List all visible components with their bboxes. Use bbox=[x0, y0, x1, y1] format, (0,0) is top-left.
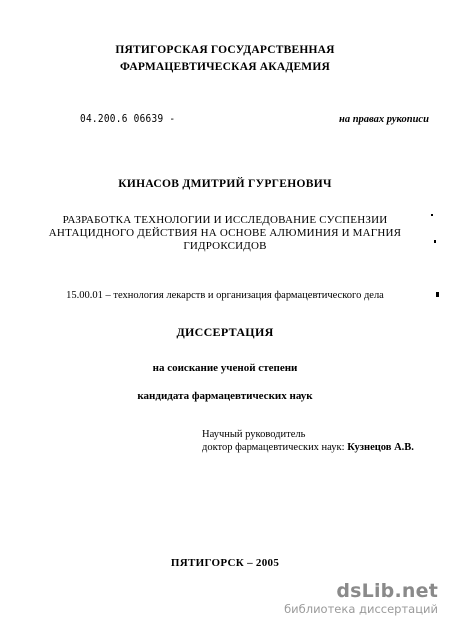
adviser-rank: доктор фармацевтических наук: bbox=[202, 442, 345, 453]
registration-number: 04.200.6 06639 - bbox=[80, 113, 176, 125]
scan-speck bbox=[434, 240, 436, 243]
title-line-3: ГИДРОКСИДОВ bbox=[183, 240, 267, 252]
scientific-adviser bbox=[202, 428, 414, 454]
institution-line-1: ПЯТИГОРСКАЯ ГОСУДАРСТВЕННАЯ bbox=[115, 44, 335, 56]
institution-name bbox=[0, 42, 450, 76]
dslib-watermark bbox=[284, 580, 438, 616]
manuscript-rights-note: на правах рукописи bbox=[339, 114, 429, 125]
title-line-1: РАЗРАБОТКА ТЕХНОЛОГИИ И ИССЛЕДОВАНИЕ СУСПЕНЗИИ bbox=[62, 214, 388, 226]
adviser-label: Научный руководитель bbox=[202, 429, 306, 440]
watermark-logo: dsLib.net bbox=[336, 580, 438, 602]
degree-line-1: на соискание ученой степени bbox=[152, 362, 298, 374]
scan-speck bbox=[431, 214, 433, 216]
adviser-details bbox=[202, 441, 414, 454]
institution-line-2: ФАРМАЦЕВТИЧЕСКАЯ АКАДЕМИЯ bbox=[119, 61, 331, 73]
title-line-2: АНТАЦИДНОГО ДЕЙСТВИЯ НА ОСНОВЕ АЛЮМИНИЯ И МАГНИЯ bbox=[48, 227, 402, 239]
document-type: ДИССЕРТАЦИЯ bbox=[176, 325, 274, 339]
watermark-subtitle: библиотека диссертаций bbox=[284, 602, 438, 616]
dissertation-title bbox=[0, 214, 450, 253]
author-name: КИНАСОВ ДМИТРИЙ ГУРГЕНОВИЧ bbox=[118, 178, 332, 190]
adviser-name: Кузнецов А.В. bbox=[347, 442, 414, 453]
specialty-code: 15.00.01 – технология лекарств и организация фармацевтического дела bbox=[66, 290, 384, 301]
city-year: ПЯТИГОРСК – 2005 bbox=[170, 557, 280, 569]
scan-speck bbox=[436, 292, 439, 297]
degree-line-2: кандидата фармацевтических наук bbox=[137, 390, 313, 402]
